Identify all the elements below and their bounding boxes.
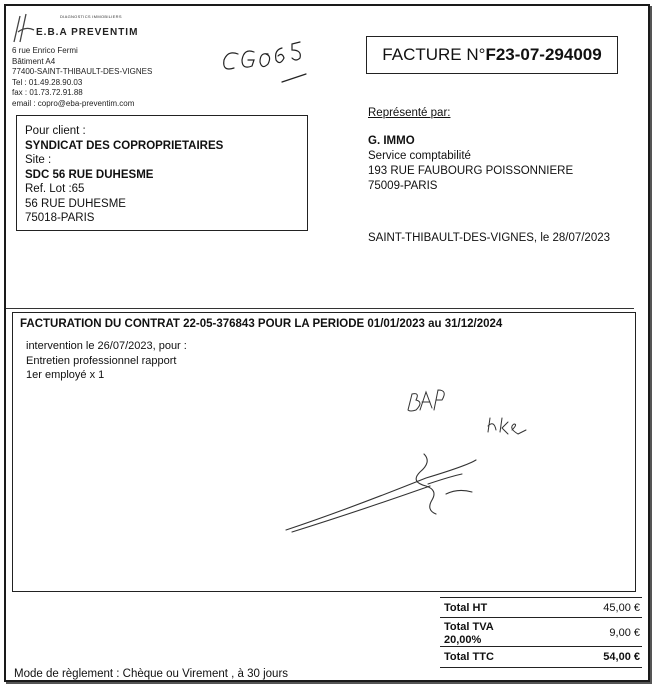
client-label: Pour client : <box>25 125 86 137</box>
invoice-page <box>4 4 650 682</box>
site-name: SDC 56 RUE DUHESME <box>25 168 154 181</box>
contract-line: intervention le 26/07/2023, pour : <box>26 340 187 352</box>
represented-name: G. IMMO <box>368 135 415 147</box>
client-street: 56 RUE DUHESME <box>25 197 126 210</box>
total-ttc-label: Total TTC <box>444 651 494 663</box>
place-date: SAINT-THIBAULT-DES-VIGNES, le 28/07/2023 <box>368 232 611 244</box>
logo-subtitle: DIAGNOSTICS IMMOBILIERS <box>60 14 122 19</box>
payment-terms: Mode de règlement : Chèque ou Virement , à 30 jours <box>14 668 289 680</box>
handwritten-initials <box>488 418 526 434</box>
total-ht-value: 45,00 € <box>603 602 640 614</box>
total-tva-value: 9,00 € <box>609 627 640 639</box>
client-city: 75018-PARIS <box>25 212 95 224</box>
handwritten-code-cg065 <box>224 42 306 82</box>
address-line: 77400-SAINT-THIBAULT-DES-VIGNES <box>12 67 153 76</box>
contract-title: FACTURATION DU CONTRAT 22-05-376843 POUR LA PERIODE 01/01/2023 au 31/12/2024 <box>20 318 503 330</box>
represented-street: 193 RUE FAUBOURG POISSONNIERE <box>368 165 574 177</box>
client-name: SYNDICAT DES COPROPRIETAIRES <box>25 139 224 152</box>
represented-label: Représenté par: <box>368 107 451 119</box>
ref-lot: Ref. Lot :65 <box>25 183 85 195</box>
represented-city: 75009-PARIS <box>368 180 438 192</box>
handwritten-bap <box>408 390 444 411</box>
contract-line: 1er employé x 1 <box>26 369 105 381</box>
total-tva-label: Total TVA 20,00% <box>444 621 494 646</box>
handwriting-layer <box>6 6 648 680</box>
address-line: Bâtiment A4 <box>12 56 56 66</box>
address-phone: Tel : 01.49.28.90.03 <box>12 77 83 87</box>
address-fax: fax : 01.73.72.91.88 <box>12 88 83 97</box>
represented-service: Service comptabilité <box>368 150 471 162</box>
handwritten-signature <box>286 454 476 532</box>
site-label: Site : <box>25 154 52 166</box>
total-ht-label: Total HT <box>444 602 488 614</box>
invoice-number: F23-07-294009 <box>485 45 602 64</box>
address-email: email : copro@eba-preventim.com <box>12 98 135 108</box>
contract-line: Entretien professionnel rapport <box>26 354 177 367</box>
address-line: 6 rue Enrico Fermi <box>12 46 78 55</box>
logo-name: E.B.A PREVENTIM <box>36 27 139 38</box>
invoice-prefix: FACTURE N° <box>382 45 486 64</box>
total-ttc-value: 54,00 € <box>603 651 640 663</box>
